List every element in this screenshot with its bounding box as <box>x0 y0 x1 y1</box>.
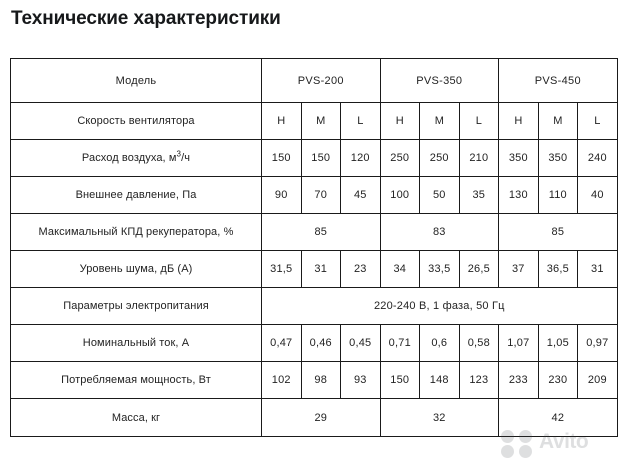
fan-speed-cell: L <box>459 103 499 140</box>
watermark-dot <box>519 445 532 458</box>
value-cell: 250 <box>380 140 420 177</box>
value-cell: 102 <box>262 362 302 399</box>
value-cell: 1,05 <box>538 325 578 362</box>
value-cell: 31 <box>301 251 341 288</box>
value-cell: 1,07 <box>499 325 539 362</box>
fan-speed-cell: L <box>578 103 618 140</box>
value-cell: 150 <box>301 140 341 177</box>
value-cell: 34 <box>380 251 420 288</box>
table-row <box>11 214 618 251</box>
fan-speed-cell: M <box>538 103 578 140</box>
value-cell: 32 <box>380 399 499 437</box>
table-row <box>11 399 618 437</box>
value-cell: 85 <box>499 214 618 251</box>
value-cell: 150 <box>380 362 420 399</box>
value-cell: 33,5 <box>420 251 460 288</box>
model-group-header-2: PVS-350 <box>380 59 499 103</box>
fan-speed-cell: H <box>380 103 420 140</box>
value-cell: 350 <box>538 140 578 177</box>
value-cell: 123 <box>459 362 499 399</box>
row-label <box>11 140 262 177</box>
row-label-text: Расход воздуха, м <box>81 152 177 164</box>
value-cell: 50 <box>420 177 460 214</box>
table-row <box>11 177 618 214</box>
page-title: Технические характеристики <box>11 8 281 29</box>
value-cell: 250 <box>420 140 460 177</box>
value-cell: 0,97 <box>578 325 618 362</box>
fan-speed-row <box>11 103 618 140</box>
value-cell: 29 <box>262 399 381 437</box>
value-cell: 233 <box>499 362 539 399</box>
model-group-header-3: PVS-450 <box>499 59 618 103</box>
fan-speed-cell: H <box>499 103 539 140</box>
value-cell: 90 <box>262 177 302 214</box>
value-cell: 350 <box>499 140 539 177</box>
value-cell: 85 <box>262 214 381 251</box>
fan-speed-cell: M <box>301 103 341 140</box>
value-cell: 110 <box>538 177 578 214</box>
value-cell: 209 <box>578 362 618 399</box>
value-cell: 0,45 <box>341 325 381 362</box>
value-cell: 42 <box>499 399 618 437</box>
table-header-row <box>11 59 618 103</box>
value-cell: 0,47 <box>262 325 302 362</box>
row-label: Скорость вентилятора <box>11 103 262 140</box>
table-row <box>11 325 618 362</box>
table-row <box>11 288 618 325</box>
value-cell: 240 <box>578 140 618 177</box>
watermark-dot <box>501 445 514 458</box>
value-cell: 100 <box>380 177 420 214</box>
value-cell: 37 <box>499 251 539 288</box>
value-cell: 150 <box>262 140 302 177</box>
row-label: Масса, кг <box>11 399 262 437</box>
row-label-suffix: /ч <box>181 152 191 164</box>
value-cell: 0,46 <box>301 325 341 362</box>
value-cell: 26,5 <box>459 251 499 288</box>
row-label: Уровень шума, дБ (А) <box>11 251 262 288</box>
value-cell: 210 <box>459 140 499 177</box>
model-group-header-1: PVS-200 <box>262 59 381 103</box>
table-row <box>11 140 618 177</box>
table-body <box>11 59 618 437</box>
value-cell: 35 <box>459 177 499 214</box>
specifications-table <box>10 58 618 437</box>
value-cell: 83 <box>380 214 499 251</box>
table-row <box>11 362 618 399</box>
value-cell: 70 <box>301 177 341 214</box>
value-cell: 130 <box>499 177 539 214</box>
row-label: Максимальный КПД рекуператора, % <box>11 214 262 251</box>
model-header-cell: Модель <box>11 59 262 103</box>
value-cell: 93 <box>341 362 381 399</box>
value-cell: 98 <box>301 362 341 399</box>
value-cell: 0,58 <box>459 325 499 362</box>
value-cell: 0,6 <box>420 325 460 362</box>
value-cell: 36,5 <box>538 251 578 288</box>
fan-speed-cell: M <box>420 103 460 140</box>
value-cell: 31 <box>578 251 618 288</box>
unit-superscript: 3 <box>176 149 182 159</box>
spec-table-container <box>10 58 617 437</box>
fan-speed-cell: L <box>341 103 381 140</box>
value-cell: 148 <box>420 362 460 399</box>
fan-speed-cell: H <box>262 103 302 140</box>
table-row <box>11 251 618 288</box>
value-cell: 0,71 <box>380 325 420 362</box>
value-cell: 31,5 <box>262 251 302 288</box>
value-cell: 40 <box>578 177 618 214</box>
row-label: Внешнее давление, Па <box>11 177 262 214</box>
value-cell: 220-240 В, 1 фаза, 50 Гц <box>262 288 618 325</box>
value-cell: 23 <box>341 251 381 288</box>
row-label: Потребляемая мощность, Вт <box>11 362 262 399</box>
row-label: Номинальный ток, А <box>11 325 262 362</box>
value-cell: 120 <box>341 140 381 177</box>
value-cell: 230 <box>538 362 578 399</box>
value-cell: 45 <box>341 177 381 214</box>
row-label: Параметры электропитания <box>11 288 262 325</box>
watermark-label: Avito <box>539 430 589 453</box>
